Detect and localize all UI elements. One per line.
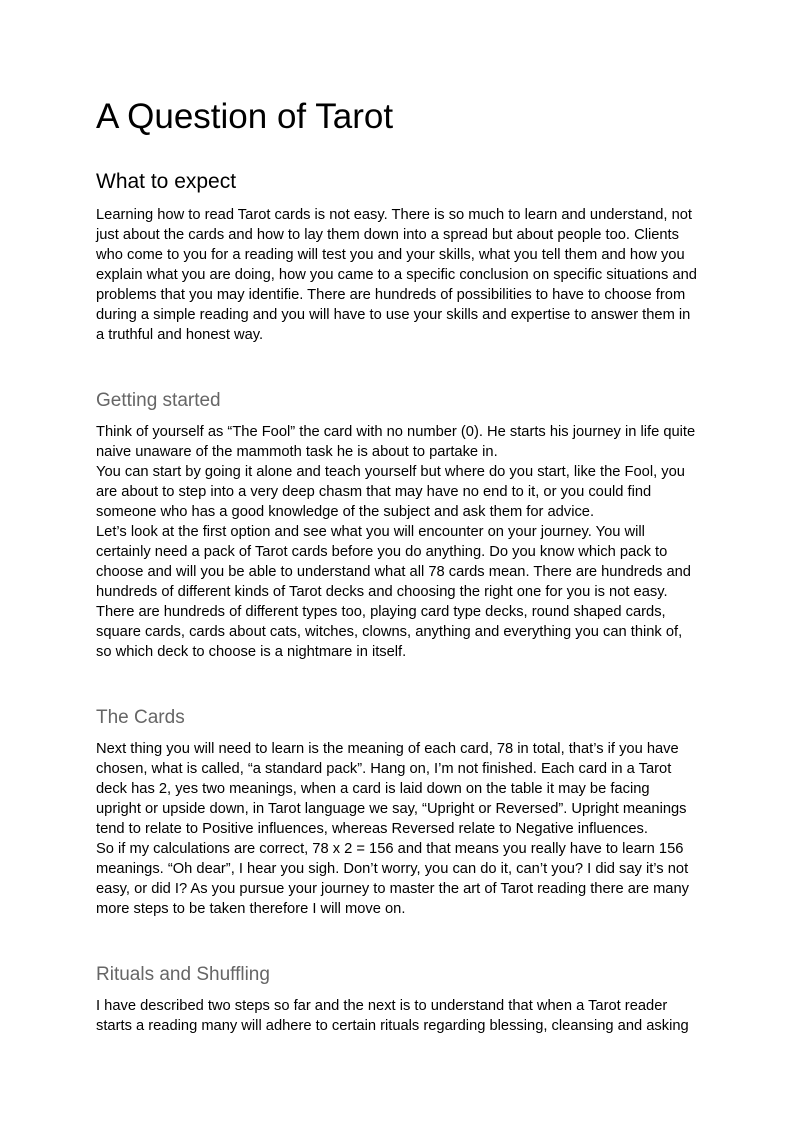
paragraph: I have described two steps so far and the next is to understand that when a Tarot reader starts a reading many will adhere to certain rituals regarding blessing, cleansing and asking <box>96 998 689 1034</box>
section-rituals-and-shuffling <box>96 963 698 1036</box>
paragraph: Learning how to read Tarot cards is not easy. There is so much to learn and understand, not just about the cards and how to lay them down into a spread but about people too. Clients who come to you for a reading will test you and your skills, what you tell them and how you explain what you are doing, how you came to a specific conclusion on specific situations and problems that you may identifie. There are hundreds of possibilities to have to choose from during a simple reading and you will have to use your skills and expertise to answer them in a truthful and honest way. <box>96 207 697 343</box>
section-heading: The Cards <box>96 707 185 728</box>
section-getting-started <box>96 389 698 662</box>
paragraph: There are hundreds of different types too, playing card type decks, round shaped cards, square cards, cards about cats, witches, clowns, anything and everything you can think of, so which deck to choose is a nightmare in itself. <box>96 604 683 660</box>
paragraph: Think of yourself as “The Fool” the card with no number (0). He starts his journey in life quite naive unaware of the mammoth task he is about to partake in. <box>96 424 696 460</box>
section-heading: Getting started <box>96 390 221 411</box>
paragraph: Let’s look at the first option and see what you will encounter on your journey. You will certainly need a pack of Tarot cards before you do anything. Do you know which pack to choose and will you be able to understand what all 78 cards mean. There are hundreds and hundreds of different kinds of Tarot decks and choosing the right one for you is not easy. <box>96 524 691 600</box>
paragraph: Next thing you will need to learn is the meaning of each card, 78 in total, that’s if you have chosen, what is called, “a standard pack”. Hang on, I’m not finished. Each card in a Tarot deck has 2, yes two meanings, when a card is laid down on the table it may be facing upright or upside down, in Tarot language we say, “Upright or Reversed”. Upright meanings tend to relate to Positive influences, whereas Reversed relate to Negative influences. <box>96 741 687 837</box>
section-heading: Rituals and Shuffling <box>96 964 270 985</box>
document-title: A Question of Tarot <box>96 97 394 136</box>
paragraph: You can start by going it alone and teach yourself but where do you start, like the Fool, you are about to step into a very deep chasm that may have no end to it, or you could find someone who has a good knowledge of the subject and ask them for advice. <box>96 464 685 520</box>
paragraph: So if my calculations are correct, 78 x 2 = 156 and that means you really have to learn 156 meanings. “Oh dear”, I hear you sigh. Don’t worry, you can do it, can’t you? I did say it’s not easy, or did I? As you pursue your journey to master the art of Tarot reading there are many more steps to be taken therefore I will move on. <box>96 841 689 917</box>
section-what-to-expect <box>96 169 698 345</box>
section-the-cards <box>96 706 698 919</box>
section-heading: What to expect <box>96 170 237 193</box>
